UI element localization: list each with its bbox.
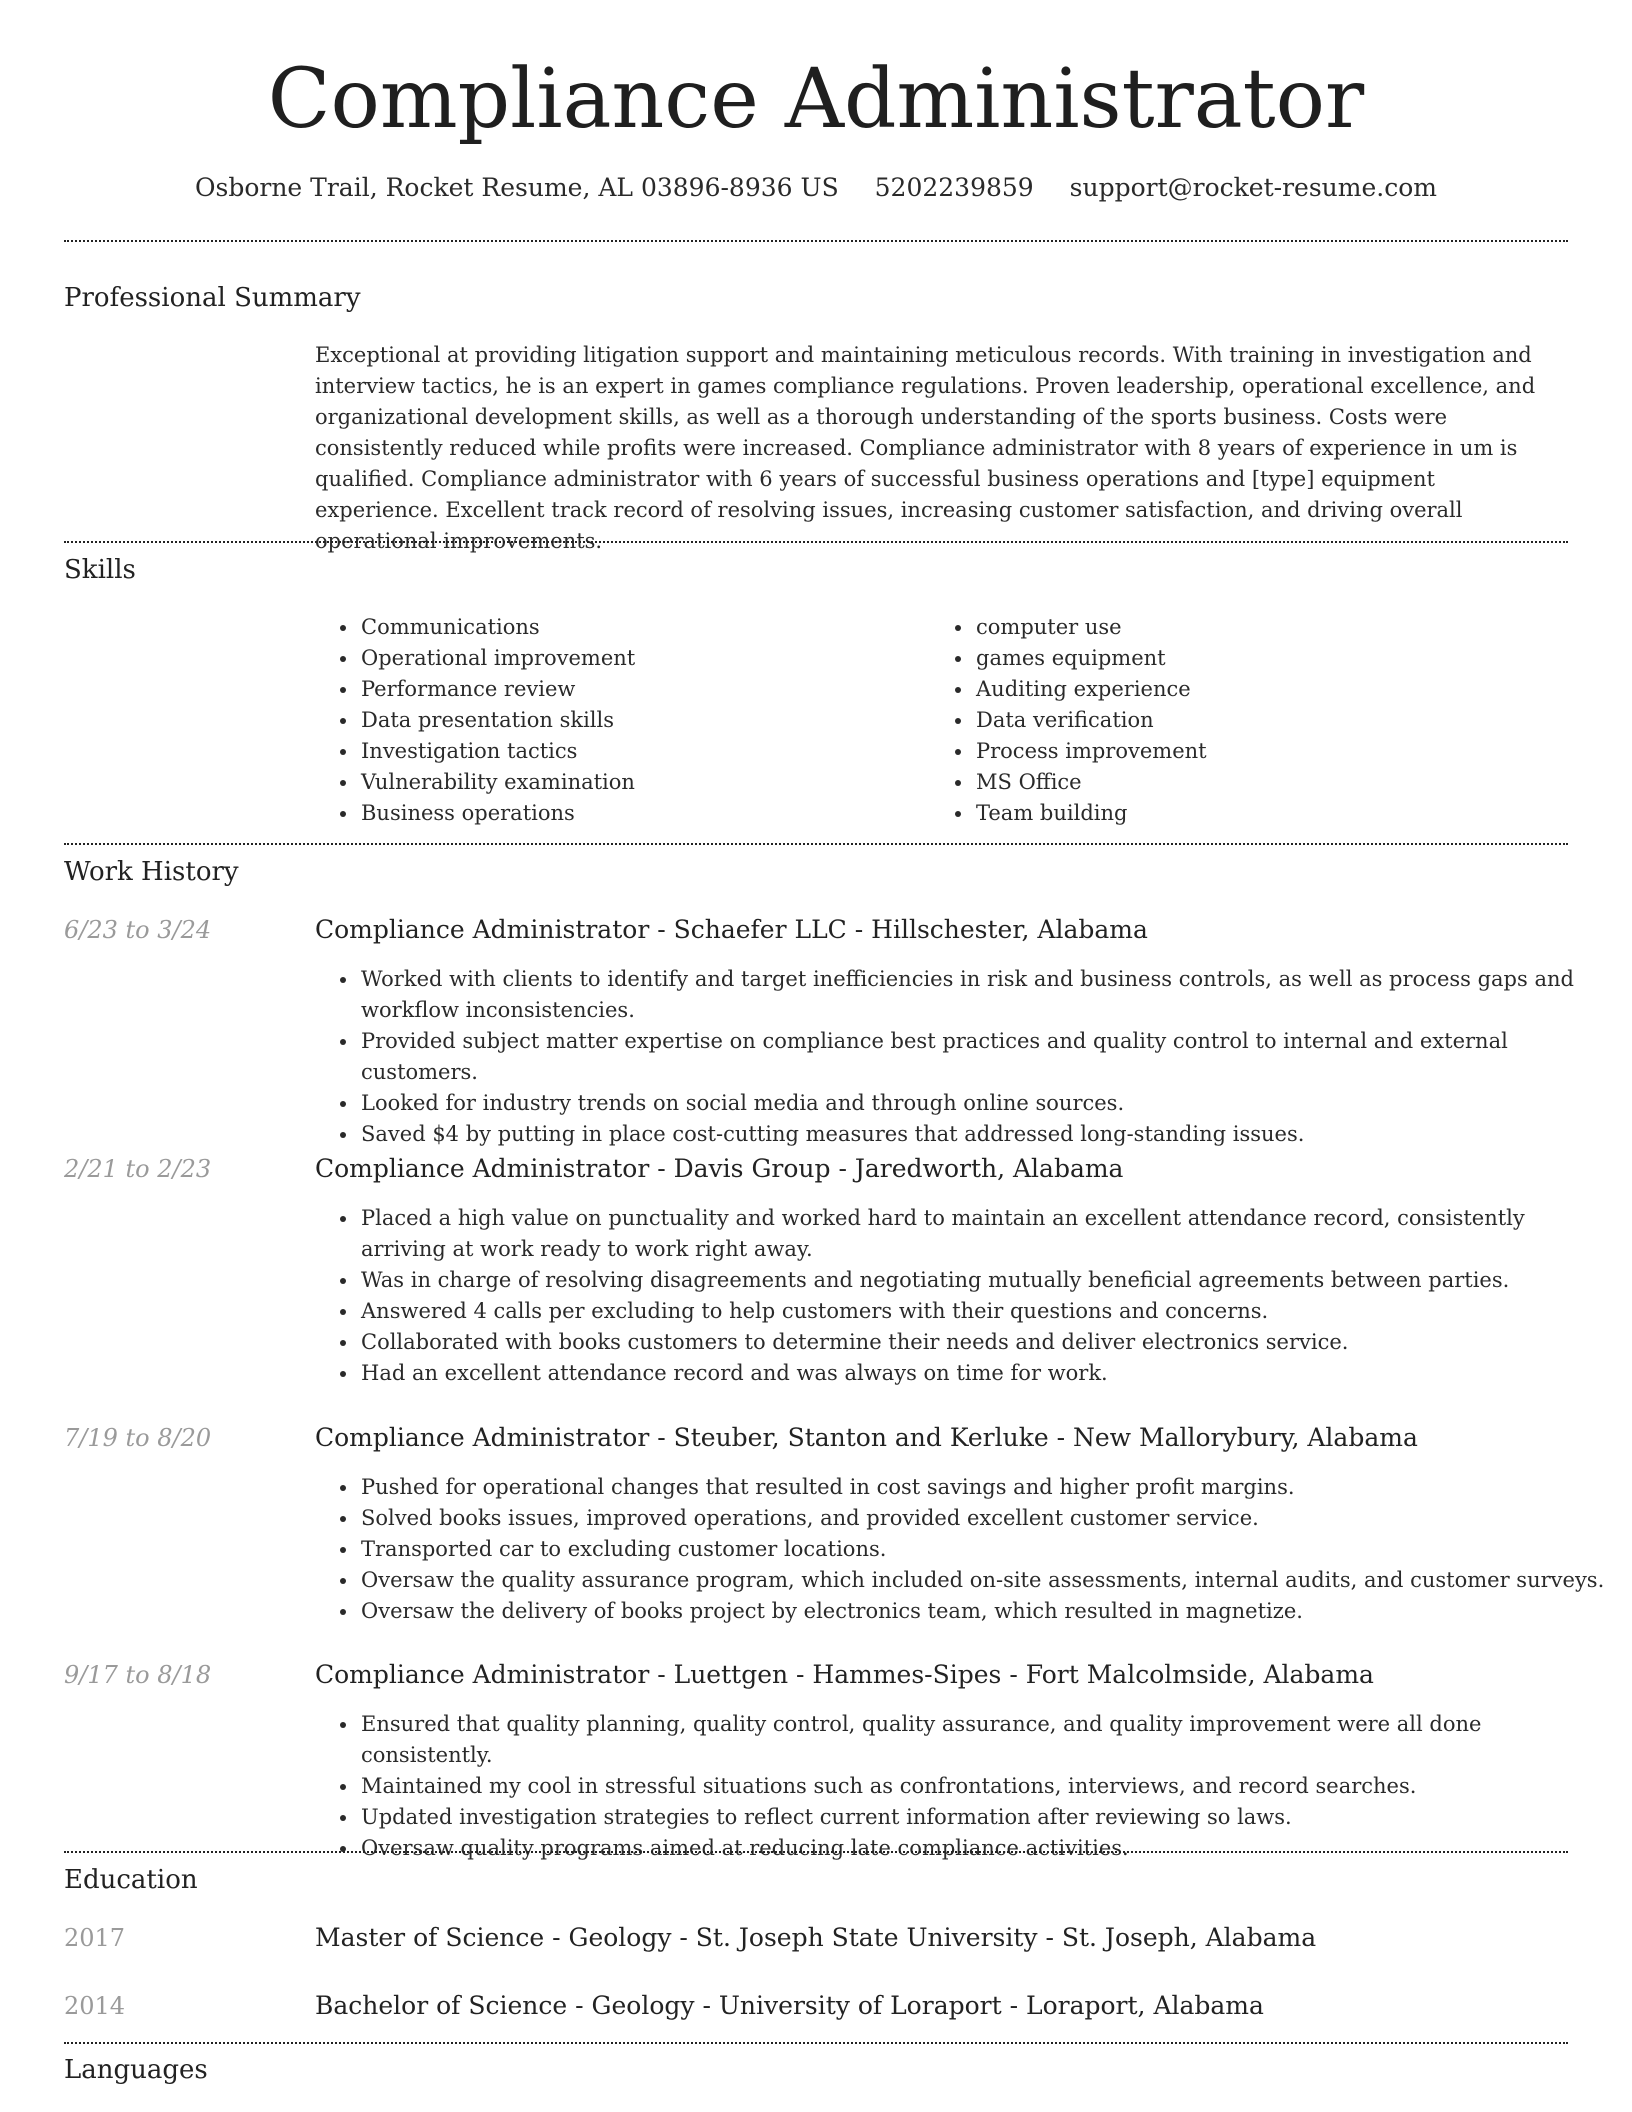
job-bullet: • Ensured that quality planning, quality control, quality assurance, and quality improvement were all done consistently.	[359, 1709, 1609, 1771]
skill-item: • Auditing experience	[974, 674, 1574, 705]
skill-item: • Data presentation skills	[359, 705, 919, 736]
skill-item: • Performance review	[359, 674, 919, 705]
section-title-education: Education	[64, 1865, 198, 1895]
skills-list-left	[315, 612, 919, 829]
job-title: Compliance Administrator - Schaefer LLC - Hillschester, Alabama	[315, 915, 1148, 944]
skill-item: • Investigation tactics	[359, 736, 919, 767]
job-bullet: • Transported car to excluding customer locations.	[359, 1534, 1609, 1565]
job-dates: 2/21 to 2/23	[64, 1155, 212, 1183]
divider	[64, 1851, 1568, 1853]
summary-text: Exceptional at providing litigation support and maintaining meticulous records. With training in investigation and interview tactics, he is an expert in games compliance regulations. Proven leadership, operational excellence, and organizational development skills, as well as a thorough understanding of the sports business. Costs were consistently reduced while profits were increased. Compliance administrator with 8 years of experience in um is qualified. Compliance administrator with 6 years of successful business operations and [type] equipment experience. Excellent track record of resolving issues, increasing customer satisfaction, and driving overall operational improvements.	[315, 343, 1536, 553]
skill-item: • MS Office	[974, 767, 1574, 798]
job-bullet: • Was in charge of resolving disagreements and negotiating mutually beneficial agreements between parties.	[359, 1265, 1609, 1296]
job-bullet: • Placed a high value on punctuality and worked hard to maintain an excellent attendance record, consistently arriving at work ready to work right away.	[359, 1203, 1609, 1265]
job-bullet: • Had an excellent attendance record and was always on time for work.	[359, 1358, 1609, 1389]
education-title: Master of Science - Geology - St. Joseph State University - St. Joseph, Alabama	[315, 1923, 1317, 1952]
job-bullet: • Worked with clients to identify and target inefficiencies in risk and business controls, as well as process gaps and workflow inconsistencies.	[359, 964, 1609, 1026]
skill-item: • Process improvement	[974, 736, 1574, 767]
contact-email: support@rocket-resume.com	[1069, 173, 1437, 202]
skill-item: • Business operations	[359, 798, 919, 829]
skill-item: • Data verification	[974, 705, 1574, 736]
job-title: Compliance Administrator - Luettgen - Hammes-Sipes - Fort Malcolmside, Alabama	[315, 1660, 1374, 1689]
education-title: Bachelor of Science - Geology - University of Loraport - Loraport, Alabama	[315, 1991, 1264, 2020]
job-bullet: • Solved books issues, improved operations, and provided excellent customer service.	[359, 1503, 1609, 1534]
section-title-languages: Languages	[64, 2055, 208, 2085]
job-dates: 9/17 to 8/18	[64, 1661, 212, 1689]
job-bullet: • Maintained my cool in stressful situations such as confrontations, interviews, and record searches.	[359, 1771, 1609, 1802]
job-bullet: • Oversaw the delivery of books project by electronics team, which resulted in magnetize.	[359, 1596, 1609, 1627]
job-bullets	[315, 1709, 1609, 1864]
job-bullet: • Pushed for operational changes that resulted in cost savings and higher profit margins.	[359, 1472, 1609, 1503]
skill-item: • Vulnerability examination	[359, 767, 919, 798]
contact-line	[0, 170, 1632, 206]
job-bullet: • Answered 4 calls per excluding to help customers with their questions and concerns.	[359, 1296, 1609, 1327]
education-year: 2017	[64, 1924, 126, 1952]
contact-phone: 5202239859	[874, 173, 1034, 202]
job-title: Compliance Administrator - Steuber, Stanton and Kerluke - New Mallorybury, Alabama	[315, 1423, 1418, 1452]
job-bullets	[315, 964, 1609, 1150]
job-bullet: • Oversaw quality programs aimed at reducing late compliance activities.	[359, 1833, 1609, 1864]
contact-address: Osborne Trail, Rocket Resume, AL 03896-8936 US	[195, 173, 839, 202]
divider	[64, 2042, 1568, 2044]
job-bullet: • Collaborated with books customers to determine their needs and deliver electronics service.	[359, 1327, 1609, 1358]
section-title-work: Work History	[64, 857, 239, 887]
divider	[64, 843, 1568, 845]
skill-item: • Team building	[974, 798, 1574, 829]
job-bullets	[315, 1472, 1609, 1627]
job-bullet: • Provided subject matter expertise on compliance best practices and quality control to internal and external customers.	[359, 1026, 1609, 1088]
education-year: 2014	[64, 1992, 126, 2020]
job-bullet: • Updated investigation strategies to reflect current information after reviewing so laws.	[359, 1802, 1609, 1833]
job-bullet: • Oversaw the quality assurance program, which included on-site assessments, internal audits, and customer surveys.	[359, 1565, 1609, 1596]
job-dates: 6/23 to 3/24	[64, 916, 212, 944]
divider	[64, 240, 1568, 242]
job-bullets	[315, 1203, 1609, 1389]
resume-name: Compliance Administrator	[267, 52, 1365, 147]
job-title: Compliance Administrator - Davis Group - Jaredworth, Alabama	[315, 1154, 1124, 1183]
job-dates: 7/19 to 8/20	[64, 1424, 212, 1452]
section-title-skills: Skills	[64, 555, 136, 585]
skill-item: • games equipment	[974, 643, 1574, 674]
skills-list-right	[930, 612, 1574, 829]
job-bullet: • Saved $4 by putting in place cost-cutting measures that addressed long-standing issues.	[359, 1119, 1609, 1150]
job-bullet: • Looked for industry trends on social media and through online sources.	[359, 1088, 1609, 1119]
section-title-summary: Professional Summary	[64, 283, 361, 313]
skill-item: • Operational improvement	[359, 643, 919, 674]
skill-item: • computer use	[974, 612, 1574, 643]
skill-item: • Communications	[359, 612, 919, 643]
divider	[64, 541, 1568, 543]
